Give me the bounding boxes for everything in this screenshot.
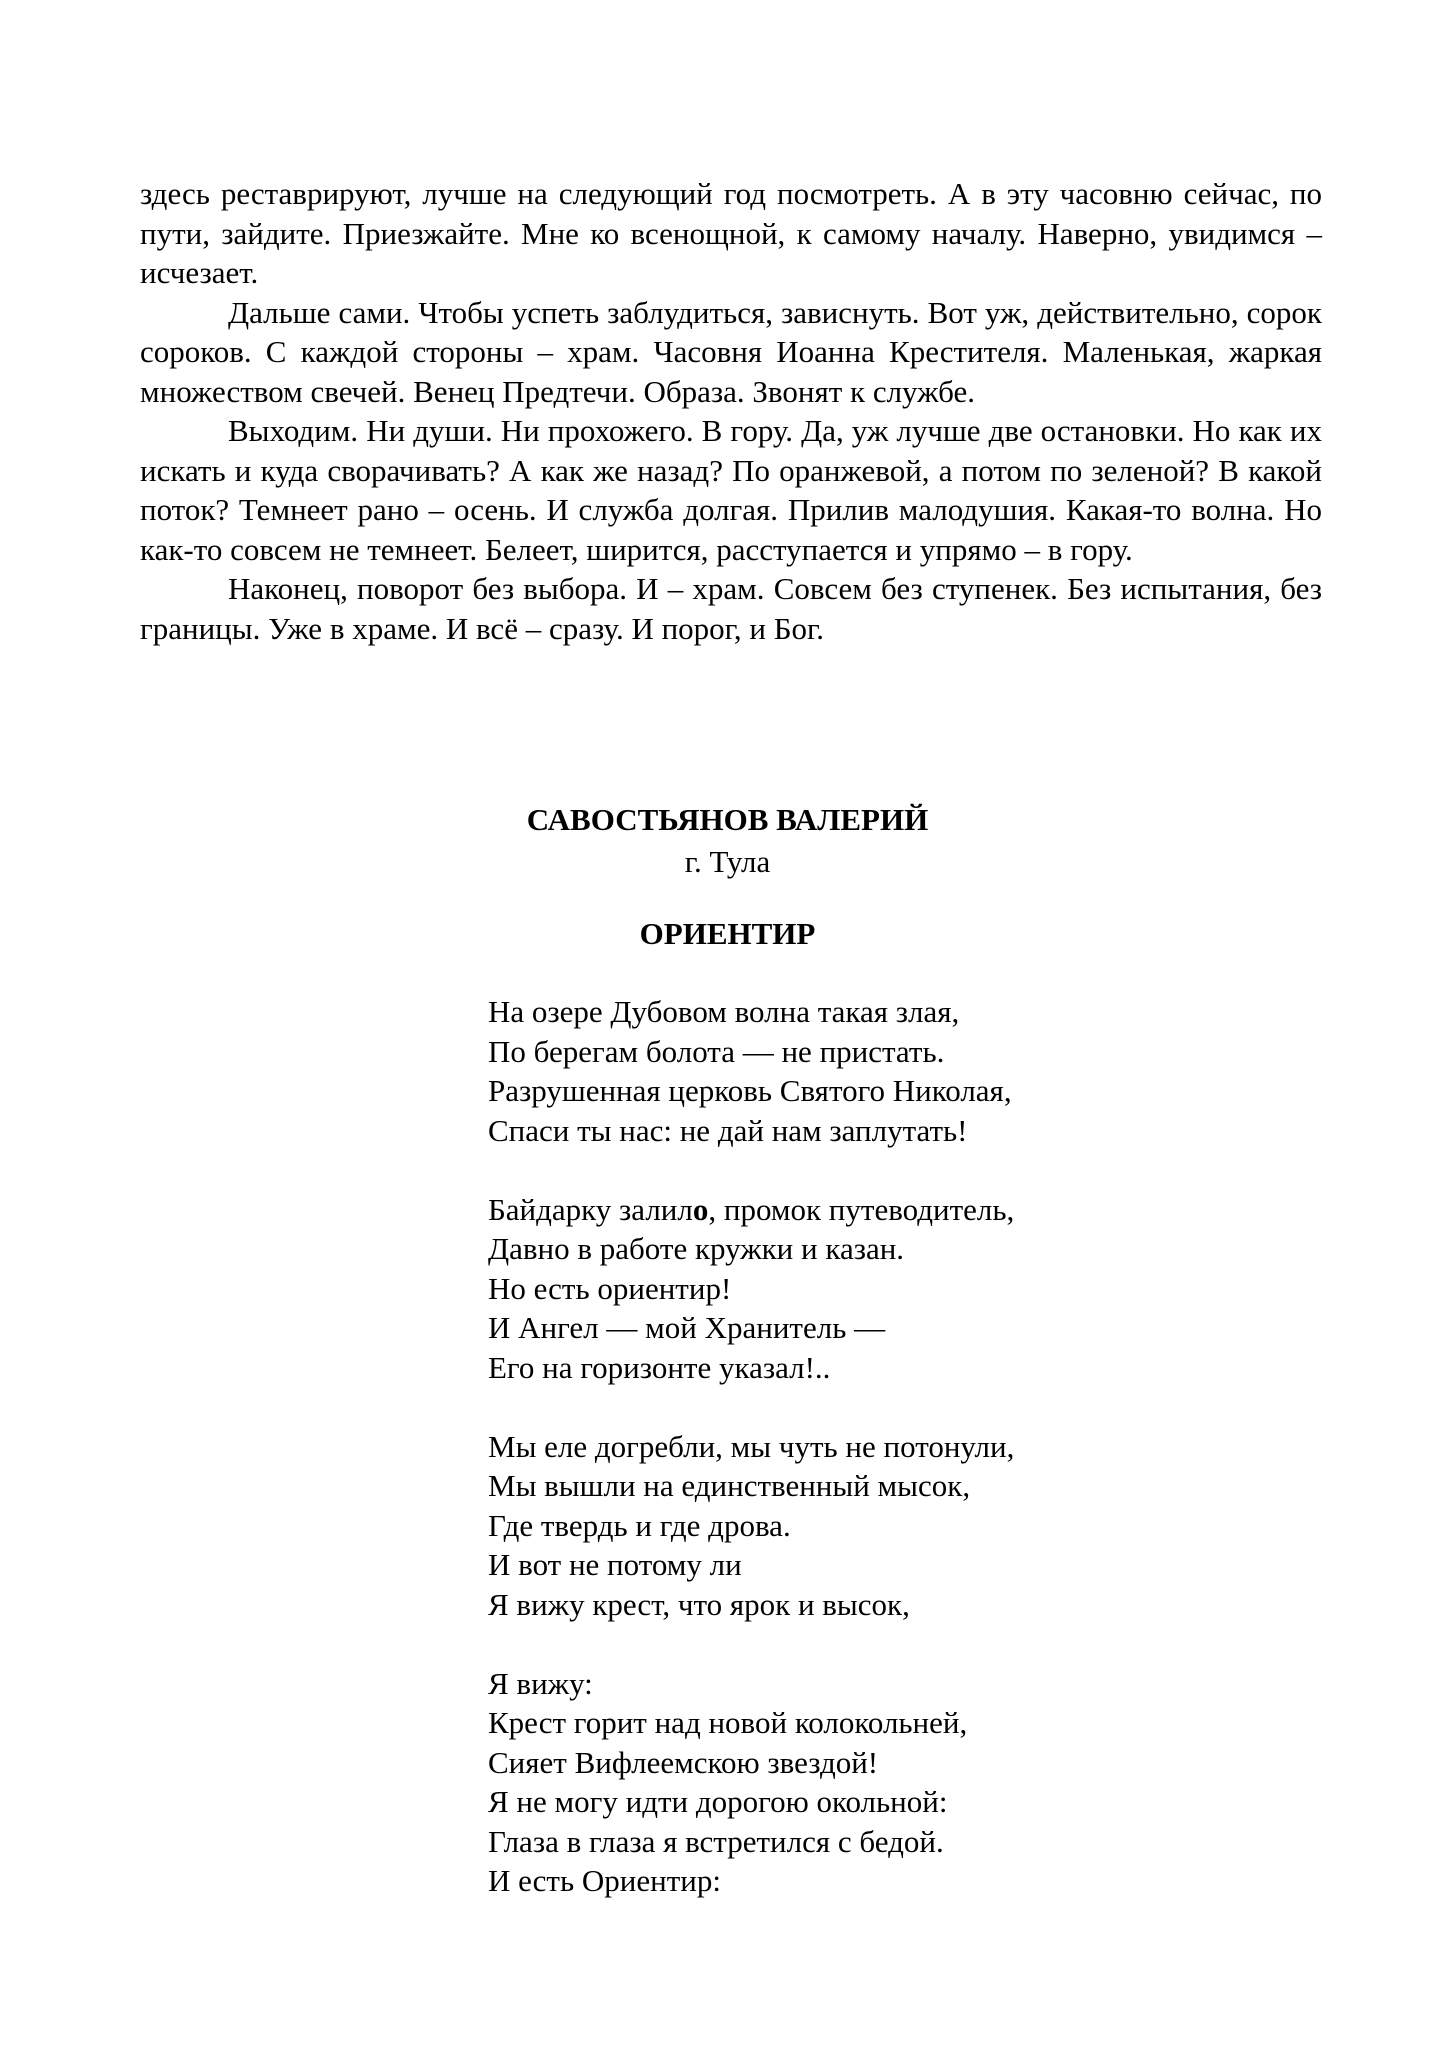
- poem-line: Но есть ориентир!: [488, 1270, 732, 1306]
- poem-line: Его на горизонте указал!..: [488, 1349, 831, 1385]
- poem-line: Я не могу идти дорогою окольной:: [488, 1784, 948, 1819]
- prose-paragraph-1: здесь реставрируют, лучше на следующий год посмотреть. А в эту часовню сейчас, по пути, зайдите. Приезжайте. Мне ко всенощной, к самому началу. Наверно, увидимся – исчезает.: [140, 176, 1322, 290]
- poem-stanza-4: [488, 1664, 1308, 1901]
- poem-stanza-2: [488, 1190, 1308, 1388]
- poem-line: Мы еле догребли, мы чуть не потонули,: [488, 1428, 1015, 1464]
- poem-line: Крест горит над новой колокольней,: [488, 1705, 968, 1740]
- poem-line: Где твердь и где дрова.: [488, 1507, 791, 1543]
- poem-title: ОРИЕНТИР: [639, 916, 816, 951]
- author-city: г. Тула: [684, 844, 771, 879]
- author-name: САВОСТЬЯНОВ ВАЛЕРИЙ: [526, 802, 929, 837]
- prose-paragraph-3: Выходим. Ни души. Ни прохожего. В гору. Да, уж лучше две остановки. Но как их искать и куда сворачивать? А как же назад? По оранжевой, а потом по зеленой? В какой поток? Темнеет рано – осень. И служба долгая. Прилив малодушия. Какая-то волна. Но как-то совсем не темнеет. Белеет, ширится, расступается и упрямо – в гору.: [140, 413, 1322, 567]
- poem-stanza-1: [488, 992, 1308, 1150]
- prose-section: [140, 174, 1322, 648]
- poem-stress-mark: о: [692, 1191, 709, 1227]
- poem-line: Глаза в глаза я встретился с бедой.: [488, 1823, 944, 1859]
- prose-paragraph-2: Дальше сами. Чтобы успеть заблудиться, зависнуть. Вот уж, действительно, сорок сороков. С каждой стороны – храм. Часовня Иоанна Крестителя. Маленькая, жаркая множеством свечей. Венец Предтечи. Образа. Звонят к службе.: [140, 294, 1322, 409]
- poem-line: На озере Дубовом волна такая злая,: [488, 994, 960, 1029]
- poem-line: Давно в работе кружки и казан.: [488, 1231, 905, 1266]
- poem-line: И Ангел — мой Хранитель —: [488, 1310, 886, 1345]
- prose-paragraph-4: Наконец, поворот без выбора. И – храм. Совсем без ступенек. Без испытания, без границы. Уже в храме. И всё – сразу. И порог, и Бог.: [140, 571, 1322, 646]
- poem-line: Разрушенная церковь Святого Николая,: [488, 1073, 1012, 1108]
- poem-stanza-3: [488, 1427, 1308, 1625]
- poem-line: Сияет Вифлеемскою звездой!: [488, 1744, 879, 1780]
- poem-line: И есть Ориентир:: [488, 1863, 721, 1898]
- poem-line: По берегам болота — не пристать.: [488, 1033, 945, 1069]
- poem-line: Мы вышли на единственный мысок,: [488, 1468, 971, 1503]
- poem-line: Я вижу крест, что ярок и высок,: [488, 1586, 910, 1622]
- poem-line: Я вижу:: [488, 1665, 593, 1701]
- poem-line-part: Байдарку залил: [488, 1191, 693, 1227]
- poem-line: [488, 1190, 1308, 1230]
- poem-line-part: , промок путеводитель,: [708, 1191, 1015, 1227]
- poem-line: Спаси ты нас: не дай нам заплутать!: [488, 1112, 968, 1148]
- poem-line: И вот не потому ли: [488, 1547, 742, 1582]
- poem-body: [488, 992, 1308, 1940]
